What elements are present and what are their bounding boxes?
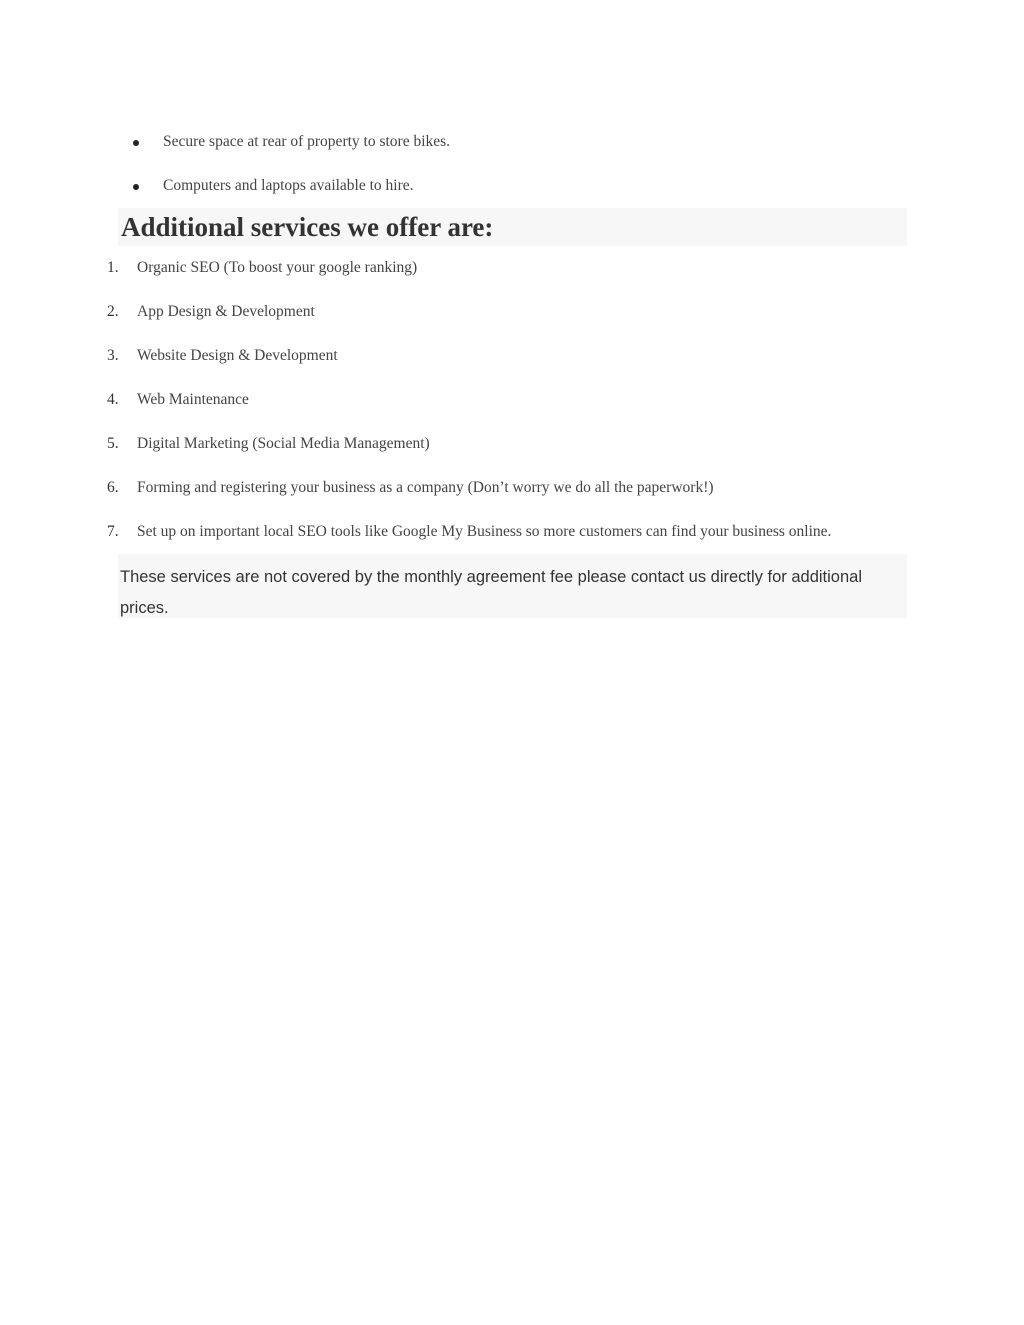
bullet-dot-icon <box>133 140 139 146</box>
section-heading: Additional services we offer are: <box>121 212 494 242</box>
list-number: 5. <box>107 435 119 452</box>
pricing-note: These services are not covered by the monthly agreement fee please contact us directly for additional prices. <box>120 568 862 617</box>
list-number: 4. <box>107 391 119 408</box>
service-text: Digital Marketing (Social Media Management) <box>137 435 430 452</box>
bullet-text: Computers and laptops available to hire. <box>163 177 414 194</box>
list-number: 1. <box>107 259 119 276</box>
list-number: 3. <box>107 347 119 364</box>
list-number: 7. <box>107 523 119 540</box>
service-text: Web Maintenance <box>137 391 249 408</box>
service-text: App Design & Development <box>137 303 315 320</box>
list-number: 6. <box>107 479 119 496</box>
service-text: Website Design & Development <box>137 347 338 364</box>
bullet-dot-icon <box>133 184 139 190</box>
service-text: Organic SEO (To boost your google ranking) <box>137 259 418 276</box>
service-text: Set up on important local SEO tools like Google My Business so more customers can find your business online. <box>137 523 832 540</box>
bullet-text: Secure space at rear of property to store bikes. <box>163 133 451 150</box>
service-text: Forming and registering your business as a company (Don’t worry we do all the paperwork!) <box>137 479 714 496</box>
list-number: 2. <box>107 303 119 320</box>
